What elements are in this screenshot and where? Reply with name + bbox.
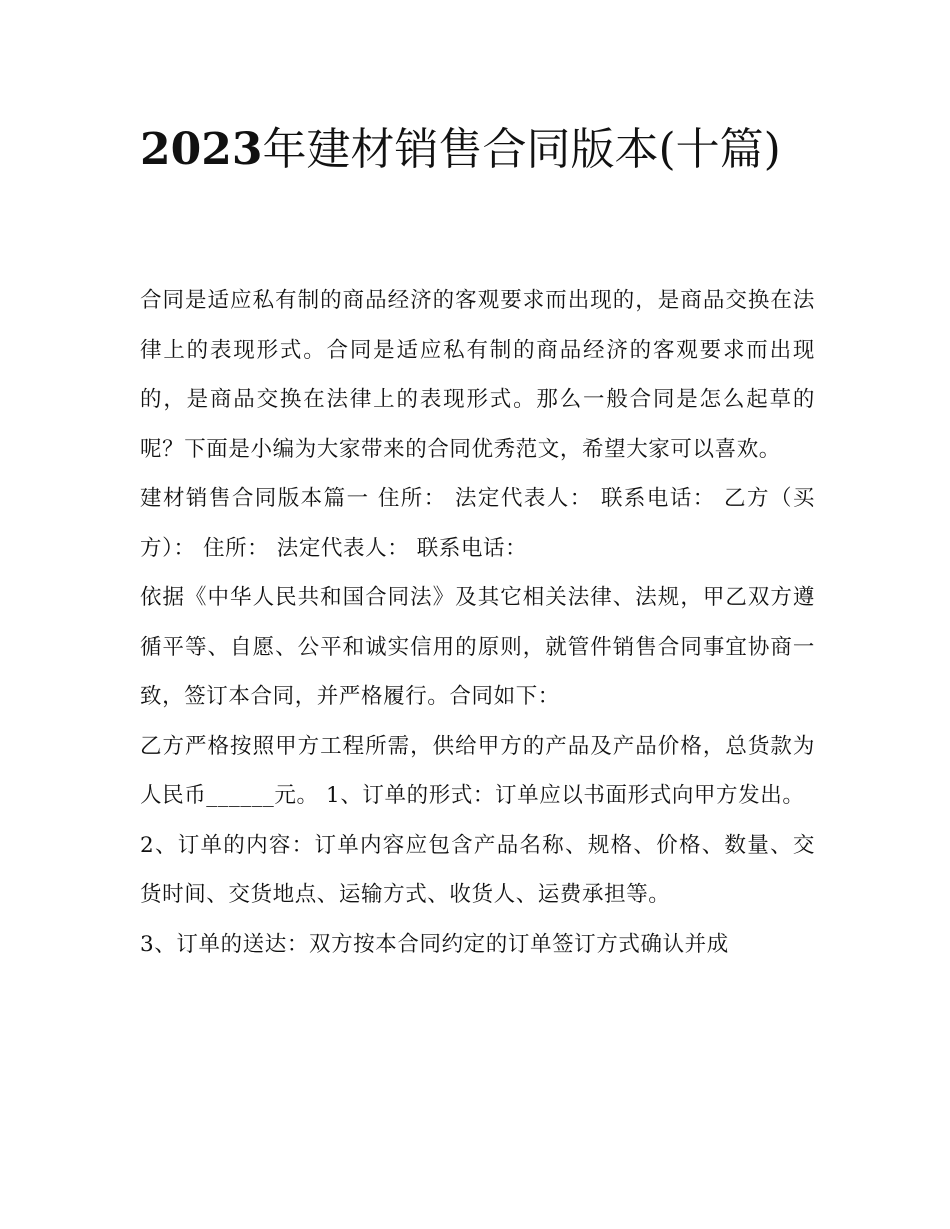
paragraph-parties: 建材销售合同版本篇一 住所： 法定代表人： 联系电话： 乙方（买方）： 住所： 法定代表人： 联系电话： xyxy=(140,486,815,561)
title-text: 年建材销售合同版本(十篇) xyxy=(262,124,781,175)
paragraph-order-delivery: 3、订单的送达：双方按本合同约定的订单签订方式确认并成 xyxy=(140,931,729,957)
paragraph-price: 乙方严格按照甲方工程所需，供给甲方的产品及产品价格，总货款为人民币______元。 1、订单的形式：订单应以书面形式向甲方发出。 xyxy=(140,733,815,808)
paragraph-order-content: 2、订单的内容：订单内容应包含产品名称、规格、价格、数量、交货时间、交货地点、运输方式、收货人、运费承担等。 xyxy=(140,832,815,907)
paragraph-basis: 依据《中华人民共和国合同法》及其它相关法律、法规，甲乙双方遵循平等、自愿、公平和诚实信用的原则，就管件销售合同事宜协商一致，签订本合同，并严格履行。合同如下： xyxy=(140,585,815,709)
document-title xyxy=(140,112,820,188)
paragraph-intro: 合同是适应私有制的商品经济的客观要求而出现的，是商品交换在法律上的表现形式。合同是适应私有制的商品经济的客观要求而出现的，是商品交换在法律上的表现形式。那么一般合同是怎么起草的呢？下面是小编为大家带来的合同优秀范文，希望大家可以喜欢。 xyxy=(140,288,815,462)
title-year: 2023 xyxy=(140,124,263,175)
document-body xyxy=(140,276,815,969)
